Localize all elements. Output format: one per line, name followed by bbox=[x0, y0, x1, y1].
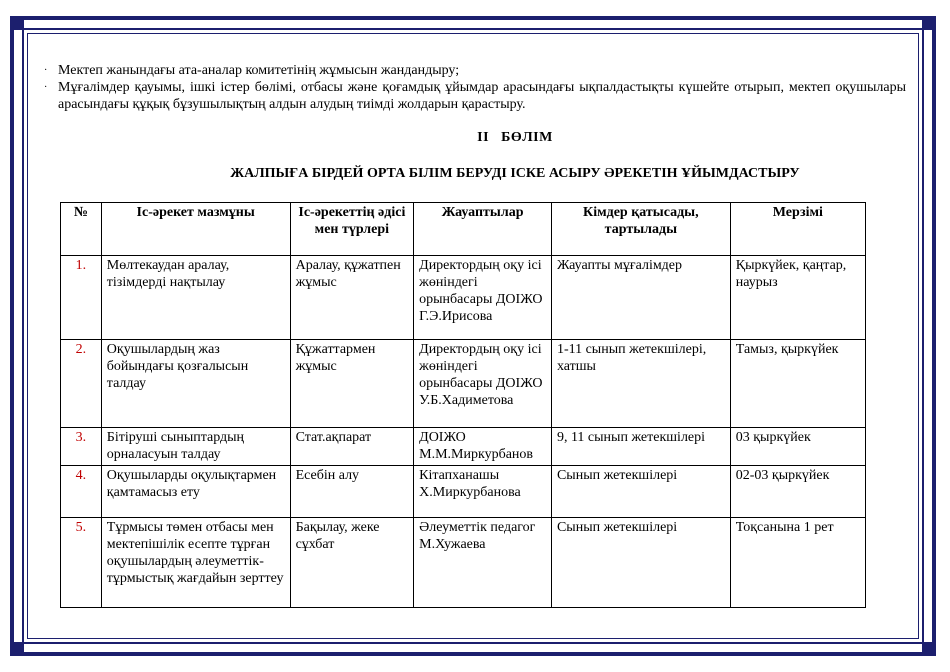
cell-deadline: Тамыз, қыркүйек bbox=[730, 340, 865, 428]
document-body bbox=[44, 62, 906, 182]
bullet-icon: · bbox=[44, 82, 48, 93]
cell-method: Есебін алу bbox=[290, 466, 414, 518]
cell-deadline: Қыркүйек, қаңтар, наурыз bbox=[730, 256, 865, 340]
cell-deadline: 02-03 қыркүйек bbox=[730, 466, 865, 518]
intro-item bbox=[44, 62, 906, 79]
table-row bbox=[61, 428, 866, 466]
cell-responsible: Директордың оқу ісі жөніндегі орынбасары ДОІЖО У.Б.Хадиметова bbox=[414, 340, 552, 428]
corner-ornament bbox=[922, 16, 936, 30]
row-number: 3. bbox=[61, 428, 102, 466]
cell-deadline: 03 қыркүйек bbox=[730, 428, 865, 466]
row-number: 1. bbox=[61, 256, 102, 340]
cell-participants: Сынып жетекшілері bbox=[551, 466, 730, 518]
cell-participants: Жауапты мұғалімдер bbox=[551, 256, 730, 340]
cell-responsible: Кітапханашы Х.Миркурбанова bbox=[414, 466, 552, 518]
table-header-row bbox=[61, 203, 866, 256]
table-row bbox=[61, 466, 866, 518]
cell-activity: Оқушыларды оқулықтармен қамтамасыз ету bbox=[101, 466, 290, 518]
cell-method: Құжаттармен жұмыс bbox=[290, 340, 414, 428]
corner-ornament bbox=[922, 642, 936, 656]
cell-responsible: ДОІЖО М.М.Миркурбанов bbox=[414, 428, 552, 466]
cell-activity: Мөлтекаудан аралау, тізімдерді нақтылау bbox=[101, 256, 290, 340]
cell-method: Стат.ақпарат bbox=[290, 428, 414, 466]
cell-participants: 1-11 сынып жетекшілері, хатшы bbox=[551, 340, 730, 428]
plan-table bbox=[60, 202, 866, 608]
cell-participants: 9, 11 сынып жетекшілері bbox=[551, 428, 730, 466]
header-participants: Кімдер қатысады, тартылады bbox=[551, 203, 730, 256]
cell-method: Аралау, құжатпен жұмыс bbox=[290, 256, 414, 340]
header-responsible: Жауаптылар bbox=[414, 203, 552, 256]
bullet-icon: · bbox=[44, 65, 48, 76]
row-number: 5. bbox=[61, 518, 102, 608]
cell-deadline: Тоқсанына 1 рет bbox=[730, 518, 865, 608]
section-heading: ЖАЛПЫҒА БІРДЕЙ ОРТА БІЛІМ БЕРУДІ ІСКЕ АСЫРУ ӘРЕКЕТІН ҰЙЫМДАСТЫРУ bbox=[230, 166, 800, 181]
header-activity: Іс-әрекет мазмұны bbox=[101, 203, 290, 256]
table-row bbox=[61, 340, 866, 428]
intro-item bbox=[44, 79, 906, 113]
corner-ornament bbox=[10, 16, 24, 30]
cell-activity: Бітіруші сыныптардың орналасуын талдау bbox=[101, 428, 290, 466]
cell-participants: Сынып жетекшілері bbox=[551, 518, 730, 608]
header-method: Іс-әрекеттің әдісі мен түрлері bbox=[290, 203, 414, 256]
cell-method: Бақылау, жеке сұхбат bbox=[290, 518, 414, 608]
cell-responsible: Әлеуметтік педагог М.Хужаева bbox=[414, 518, 552, 608]
section-number: II БӨЛІМ bbox=[477, 130, 553, 145]
row-number: 2. bbox=[61, 340, 102, 428]
corner-ornament bbox=[10, 642, 24, 656]
cell-activity: Тұрмысы төмен отбасы мен мектепішілік есепте тұрған оқушылардың әлеуметтік-тұрмыстық жағдайын зерттеу bbox=[101, 518, 290, 608]
table-row bbox=[61, 256, 866, 340]
intro-text: Мектеп жанындағы ата-аналар комитетінің жұмысын жандандыру; bbox=[58, 63, 460, 78]
row-number: 4. bbox=[61, 466, 102, 518]
table-row bbox=[61, 518, 866, 608]
cell-responsible: Директордың оқу ісі жөніндегі орынбасары ДОІЖО Г.Э.Ирисова bbox=[414, 256, 552, 340]
header-deadline: Мерзімі bbox=[730, 203, 865, 256]
cell-activity: Оқушылардың жаз бойындағы қозғалысын талдау bbox=[101, 340, 290, 428]
intro-text: Мұғалімдер қауымы, ішкі істер бөлімі, отбасы және қоғамдық ұйымдар арасындағы ықпалдастықты күшейте отырып, мектеп оқушылары арасындағы құқық бұзушылықтың алдын алудың тиімді жолдарын қарастыру. bbox=[58, 80, 906, 112]
header-number: № bbox=[61, 203, 102, 256]
